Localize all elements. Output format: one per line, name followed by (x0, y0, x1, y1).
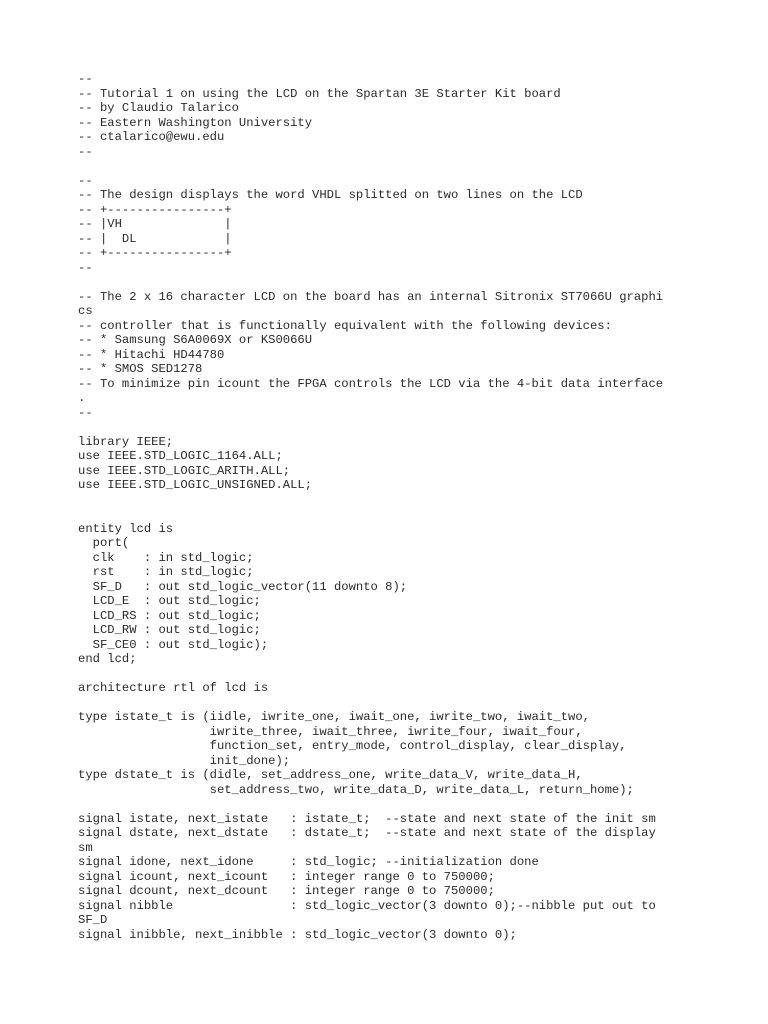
code-line: signal dstate, next_dstate : dstate_t; --state and next state of the display (78, 826, 656, 840)
code-line: set_address_two, write_data_D, write_data_L, return_home); (78, 782, 634, 797)
code-line: iwrite_three, iwait_three, iwrite_four, iwait_four, (78, 724, 583, 739)
code-line (78, 420, 718, 435)
code-line: -- +----------------+ (78, 202, 232, 217)
code-line: signal idone, next_idone : std_logic; --initialization done (78, 855, 539, 869)
code-line: SF_D : out std_logic_vector(11 downto 8); (78, 579, 408, 594)
code-line: -- * Samsung S6A0069X or KS0066U (78, 333, 313, 347)
code-line: signal istate, next_istate : istate_t; --state and next state of the init sm (78, 811, 656, 826)
code-line: use IEEE.STD_LOGIC_ARITH.ALL; (78, 463, 291, 478)
code-line: -- by Claudio Talarico (78, 101, 239, 115)
code-line: -- Tutorial 1 on using the LCD on the Spartan 3E Starter Kit board (78, 86, 561, 101)
code-line (78, 696, 718, 711)
code-line: signal inibble, next_inibble : std_logic_vector(3 downto 0); (78, 927, 517, 942)
code-line: port( (78, 536, 130, 550)
code-line: -- (78, 144, 93, 159)
code-line: -- Eastern Washington University (78, 115, 313, 130)
code-line: -- +----------------+ (78, 246, 232, 260)
code-line: cs (78, 304, 93, 318)
code-line: -- controller that is functionally equivalent with the following devices: (78, 318, 612, 333)
code-line: library IEEE; (78, 434, 174, 449)
code-line: architecture rtl of lcd is (78, 681, 269, 695)
code-line: -- ctalarico@ewu.edu (78, 130, 225, 144)
code-line: use IEEE.STD_LOGIC_UNSIGNED.ALL; (78, 478, 313, 492)
code-line: sm (78, 840, 93, 855)
code-line: LCD_E : out std_logic; (78, 594, 261, 608)
code-line: type istate_t is (iidle, iwrite_one, iwait_one, iwrite_two, iwait_two, (78, 710, 590, 724)
code-line (78, 493, 718, 508)
code-line: LCD_RW : out std_logic; (78, 623, 261, 637)
code-line: SF_D (78, 913, 108, 927)
code-line (78, 507, 718, 522)
code-line: init_done); (78, 753, 291, 768)
code-line (78, 667, 718, 682)
code-line: signal nibble : std_logic_vector(3 downto 0);--nibble put out to (78, 898, 656, 913)
code-line: -- (78, 72, 93, 86)
code-line: signal icount, next_icount : integer range 0 to 750000; (78, 869, 495, 884)
code-line: -- To minimize pin icount the FPGA controls the LCD via the 4-bit data interface (78, 376, 664, 391)
code-line: -- * SMOS SED1278 (78, 362, 203, 376)
code-line (78, 275, 718, 290)
code-line: SF_CE0 : out std_logic); (78, 637, 269, 652)
code-line: . (78, 391, 86, 405)
code-line: -- (78, 173, 93, 188)
code-line: end lcd; (78, 652, 137, 666)
code-line: -- * Hitachi HD44780 (78, 347, 225, 362)
code-line: signal dcount, next_dcount : integer range 0 to 750000; (78, 884, 495, 898)
code-line: -- (78, 405, 93, 420)
code-line: clk : in std_logic; (78, 550, 254, 565)
code-line: -- The 2 x 16 character LCD on the board has an internal Sitronix ST7066U graphi (78, 289, 664, 304)
code-line (78, 797, 718, 812)
code-line: rst : in std_logic; (78, 565, 254, 579)
code-line: -- | DL | (78, 231, 232, 246)
code-line: function_set, entry_mode, control_display, clear_display, (78, 739, 627, 753)
code-line: use IEEE.STD_LOGIC_1164.ALL; (78, 449, 283, 463)
code-line: entity lcd is (78, 521, 174, 536)
code-line: -- |VH | (78, 217, 232, 231)
code-line: -- The design displays the word VHDL splitted on two lines on the LCD (78, 188, 583, 202)
code-line: LCD_RS : out std_logic; (78, 608, 261, 623)
vhdl-source-listing (78, 72, 718, 942)
code-line (78, 159, 718, 174)
code-line: type dstate_t is (didle, set_address_one, write_data_V, write_data_H, (78, 768, 583, 782)
code-line: -- (78, 260, 93, 275)
